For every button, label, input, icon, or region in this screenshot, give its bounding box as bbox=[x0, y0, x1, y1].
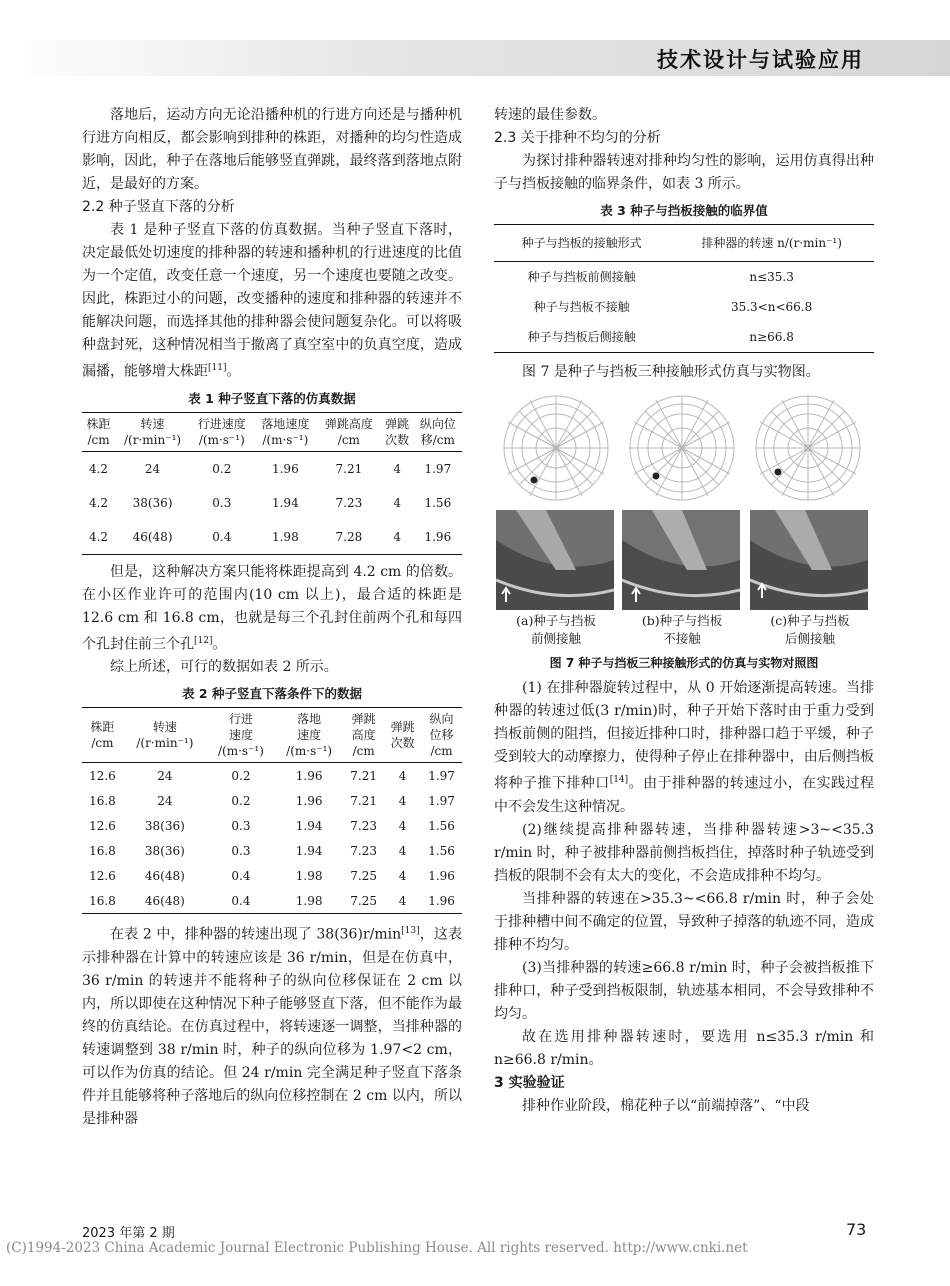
table-cell: 4 bbox=[398, 868, 407, 883]
column-header: 纵向 位移 /cm bbox=[429, 712, 454, 759]
paragraph: 图 7 是种子与挡板三种接触形式仿真与实物图。 bbox=[522, 364, 820, 380]
table-cell: 0.4 bbox=[231, 893, 251, 908]
paragraph: 表 1 是种子竖直下落的仿真数据。当种子竖直下落时，决定最低处切速度的排种器的转速和播种机的行进速度的比值为一个定值，改变任意一个速度，另一个速度也要随之改变。因此，株距过小的问题，改变播种的速度和排种器的转速并不能解决问题，而选择其他的排种器会使问题复杂化。可以将吸种盘封死，这种情况相当于撤离了真空室中的负真空度，造成漏播，能够增大株距[11]。 bbox=[82, 222, 462, 380]
table3-caption: 表 3 种子与挡板接触的临界值 bbox=[600, 203, 768, 218]
citation: [13] bbox=[401, 926, 420, 937]
table2-caption: 表 2 种子竖直下落条件下的数据 bbox=[182, 686, 362, 702]
table-row bbox=[82, 520, 462, 555]
journal-section-title: 技术设计与试验应用 bbox=[657, 48, 864, 72]
table-cell: 0.2 bbox=[231, 768, 251, 783]
table-cell: 7.25 bbox=[350, 868, 377, 883]
paragraph: 排种作业阶段，棉花种子以“前端掉落”、“中段 bbox=[522, 1097, 810, 1114]
table-cell: 4 bbox=[398, 893, 407, 908]
table-cell: 7.25 bbox=[350, 893, 377, 908]
column-header: 弹跳高度 /cm bbox=[324, 416, 373, 447]
table-cell: 24 bbox=[157, 768, 173, 783]
table-cell: 0.3 bbox=[231, 843, 251, 858]
table-row bbox=[82, 813, 462, 838]
table-cell: 1.98 bbox=[295, 893, 323, 908]
table-cell: 7.23 bbox=[335, 495, 363, 510]
table-row bbox=[82, 451, 462, 486]
table-cell: 38(36) bbox=[144, 818, 185, 833]
table-cell: 1.96 bbox=[428, 893, 455, 908]
table-cell: 16.8 bbox=[89, 793, 116, 808]
paragraph: 转速的最佳参数。 bbox=[494, 107, 606, 123]
table-cell: 4 bbox=[393, 529, 401, 544]
column-header: 转速 /(r·min⁻¹) bbox=[124, 416, 182, 447]
table-cell: 46(48) bbox=[132, 529, 173, 544]
footer-issue: 2023 年第 2 期 bbox=[82, 1226, 175, 1241]
paragraph: (1) 在排种器旋转过程中，从 0 开始逐渐提高转速。当排种器的转速过低(3 r/min)时，种子开始下落时由于重力受到挡板前侧的阻挡，但接近排种口时，排种器口趋于平缓，种子受到较大的动摩擦力，使得种子停止在排种器中，由后侧挡板将种子推下排种口[14]。由于排种器的转速过小，在实践过程中不会发生这种情况。 bbox=[494, 680, 875, 815]
column-header: 行进速度 /(m·s⁻¹) bbox=[197, 416, 246, 447]
table-cell: 4.2 bbox=[88, 495, 109, 510]
photo-c bbox=[750, 510, 868, 610]
figure7-caption: 图 7 种子与挡板三种接触形式的仿真与实物对照图 bbox=[549, 656, 819, 670]
table-cell: 4 bbox=[393, 461, 401, 476]
table-cell: 12.6 bbox=[89, 818, 116, 833]
column-header: 纵向位 移/cm bbox=[419, 416, 456, 447]
seed-dot bbox=[775, 469, 782, 476]
column-header: 落地 速度 /(m·s⁻¹) bbox=[286, 712, 333, 759]
table-cell: 0.3 bbox=[212, 495, 232, 510]
table-cell: 1.98 bbox=[271, 529, 299, 544]
table-cell: 种子与挡板不接触 bbox=[533, 300, 630, 314]
table-row bbox=[82, 763, 462, 789]
table1-caption: 表 1 种子竖直下落的仿真数据 bbox=[188, 390, 356, 406]
table-cell: 种子与挡板前侧接触 bbox=[527, 270, 636, 284]
table-cell: 38(36) bbox=[144, 843, 185, 858]
table-cell: 1.94 bbox=[295, 843, 323, 858]
table-row bbox=[82, 838, 462, 863]
table-cell: 0.2 bbox=[231, 793, 251, 808]
subcaption-c: (c)种子与挡板 后侧接触 bbox=[770, 613, 850, 646]
table-cell: 4 bbox=[398, 793, 407, 808]
table-cell: 1.56 bbox=[428, 818, 455, 833]
citation: [11] bbox=[208, 363, 227, 373]
table1 bbox=[82, 412, 462, 555]
left-column bbox=[82, 104, 462, 1131]
table-cell: 1.97 bbox=[428, 768, 455, 783]
paragraph: 落地后，运动方向无论沿播种机的行进方向还是与播种机行进方向相反，都会影响到排种的株距，对播种的均匀性造成影响，因此，种子在落地后能够竖直弹跳，最终落到落地点附近，是最好的方案。 bbox=[82, 107, 462, 192]
copyright-watermark: (C)1994-2023 China Academic Journal Electronic Publishing House. All rights reserved. http://www.cnki.net bbox=[6, 1240, 748, 1256]
paragraph: 为探讨排种器转速对排种均匀性的影响，运用仿真得出种子与挡板接触的临界条件，如表 3 所示。 bbox=[494, 153, 874, 192]
table-cell: 1.96 bbox=[428, 868, 455, 883]
table-cell: 0.3 bbox=[231, 818, 251, 833]
column-header: 株距 /cm bbox=[86, 416, 111, 447]
subcaption-b: (b)种子与挡板 不接触 bbox=[641, 613, 723, 646]
table-cell: n≥66.8 bbox=[749, 330, 794, 344]
table-cell: 1.97 bbox=[428, 793, 455, 808]
paragraph: (2)继续提高排种器转速，当排种器转速>3~<35.3 r/min 时，种子被排种器前侧挡板挡住，掉落时种子轨迹受到挡板的限制不会有太大的变化，不会造成排种不均匀。 bbox=[494, 821, 874, 884]
table2 bbox=[82, 707, 462, 914]
column-header: 株距 /cm bbox=[90, 720, 115, 751]
table-cell: 1.98 bbox=[295, 868, 323, 883]
table-cell: 4 bbox=[393, 495, 401, 510]
table-cell: 7.21 bbox=[335, 461, 363, 476]
citation: [14] bbox=[609, 775, 629, 785]
column-header: 弹跳 高度 /cm bbox=[351, 712, 376, 759]
section-heading-2-3: 2.3 关于排种不均匀的分析 bbox=[494, 130, 661, 146]
table-cell: 24 bbox=[144, 461, 161, 476]
paragraph: 故在选用排种器转速时，要选用 n≤35.3 r/min 和 n≥66.8 r/min。 bbox=[494, 1028, 874, 1068]
table-cell: 1.96 bbox=[424, 529, 452, 544]
table-cell: 0.4 bbox=[231, 868, 251, 883]
paragraph: (3)当排种器的转速≥66.8 r/min 时，种子会被挡板推下排种口，种子受到挡板限制，轨迹基本相同，不会导致排种不均匀。 bbox=[494, 959, 874, 1022]
table-cell: 0.4 bbox=[212, 529, 232, 544]
figure7 bbox=[494, 390, 874, 646]
table-cell: 1.94 bbox=[271, 495, 299, 510]
table-row bbox=[494, 262, 874, 293]
table-cell: 7.28 bbox=[335, 529, 363, 544]
table-cell: 1.56 bbox=[424, 495, 452, 510]
table-cell: 1.96 bbox=[271, 461, 299, 476]
seed-dot bbox=[653, 473, 660, 480]
table-cell: 1.96 bbox=[295, 793, 323, 808]
page-number: 73 bbox=[846, 1220, 867, 1239]
table-cell: 4 bbox=[398, 818, 407, 833]
table-cell: 7.23 bbox=[350, 843, 377, 858]
table-cell: 种子与挡板后侧接触 bbox=[527, 330, 636, 344]
simulation-wheel-a bbox=[500, 392, 612, 504]
table-cell: 4.2 bbox=[88, 461, 109, 476]
table-cell: 1.97 bbox=[424, 461, 452, 476]
subcaption-a: (a)种子与挡板 前侧接触 bbox=[516, 613, 596, 646]
table-cell: 1.56 bbox=[428, 843, 455, 858]
paragraph: 综上所述，可行的数据如表 2 所示。 bbox=[110, 659, 338, 676]
table-row bbox=[82, 888, 462, 914]
column-header: 落地速度 /(m·s⁻¹) bbox=[261, 416, 310, 447]
column-header: 弹跳 次数 bbox=[385, 416, 410, 447]
table-cell: 46(48) bbox=[144, 868, 185, 883]
section-heading-3: 3 实验验证 bbox=[494, 1074, 565, 1091]
table-row bbox=[82, 486, 462, 520]
right-column bbox=[494, 104, 874, 1118]
table-row bbox=[494, 322, 874, 353]
column-header: 弹跳 次数 bbox=[390, 720, 415, 751]
paragraph: 在表 2 中，排种器的转速出现了 38(36)r/min[13]，这表示排种器在计算中的转速应该是 36 r/min，但是在仿真中，36 r/min 的转速并不能将种子的纵向位移保证在 2 cm 以内，所以即使在这种情况下种子能够竖直下落，但不能作为最终的仿真结论。在仿真过程中，将转速逐一调整，当排种器的转速调整到 38 r/min 时，种子的纵向位移为 1.97<2 cm，可以作为仿真的结论。但 24 r/min 完全满足种子竖直下落条件并且能够将种子落地后的纵向位移控制在 2 cm 以内，所以是排种器 bbox=[82, 926, 462, 1127]
table-row bbox=[494, 292, 874, 322]
table-cell: 4 bbox=[398, 843, 407, 858]
paragraph: 但是，这种解决方案只能将株距提高到 4.2 cm 的倍数。在小区作业许可的范围内(10 cm 以上)，最合适的株距是 12.6 cm 和 16.8 cm，也就是每三个孔封住前两个孔和每四个孔封住前三个孔[12]。 bbox=[82, 563, 462, 653]
table3 bbox=[494, 224, 874, 353]
table-row bbox=[82, 863, 462, 888]
table-cell: 35.3<n<66.8 bbox=[730, 300, 813, 314]
table-cell: 1.94 bbox=[295, 818, 323, 833]
table-row bbox=[82, 788, 462, 813]
table-cell: 12.6 bbox=[89, 768, 116, 783]
column-header: 行进 速度 /(m·s⁻¹) bbox=[218, 712, 264, 759]
table-cell: 16.8 bbox=[89, 843, 116, 858]
column-header: 排种器的转速 n/(r·min⁻¹) bbox=[701, 236, 842, 250]
seed-dot bbox=[531, 477, 538, 484]
table-cell: 1.96 bbox=[295, 768, 323, 783]
paragraph: 当排种器的转速在>35.3~<66.8 r/min 时，种子会处于排种槽中间不确定的位置，导致种子掉落的轨迹不同，造成排种不均匀。 bbox=[494, 890, 874, 953]
table-cell: 7.23 bbox=[350, 818, 377, 833]
photo-b bbox=[622, 510, 740, 610]
simulation-wheel-c bbox=[752, 392, 864, 504]
table-cell: n≤35.3 bbox=[749, 270, 794, 284]
table-cell: 24 bbox=[157, 793, 173, 808]
table-cell: 7.21 bbox=[350, 793, 377, 808]
table-cell: 16.8 bbox=[89, 893, 116, 908]
table-cell: 4.2 bbox=[88, 529, 109, 544]
table-cell: 4 bbox=[398, 768, 407, 783]
citation: [12] bbox=[194, 635, 213, 646]
column-header: 转速 /(r·min⁻¹) bbox=[136, 720, 194, 751]
table-cell: 12.6 bbox=[89, 868, 116, 883]
table-cell: 0.2 bbox=[212, 461, 232, 476]
table-cell: 7.21 bbox=[350, 768, 377, 783]
column-header: 种子与挡板的接触形式 bbox=[521, 236, 642, 250]
section-heading-2-2: 2.2 种子竖直下落的分析 bbox=[82, 199, 235, 215]
table-cell: 46(48) bbox=[144, 893, 185, 908]
table-cell: 38(36) bbox=[132, 495, 173, 510]
simulation-wheel-b bbox=[626, 392, 738, 504]
photo-a bbox=[496, 510, 614, 610]
